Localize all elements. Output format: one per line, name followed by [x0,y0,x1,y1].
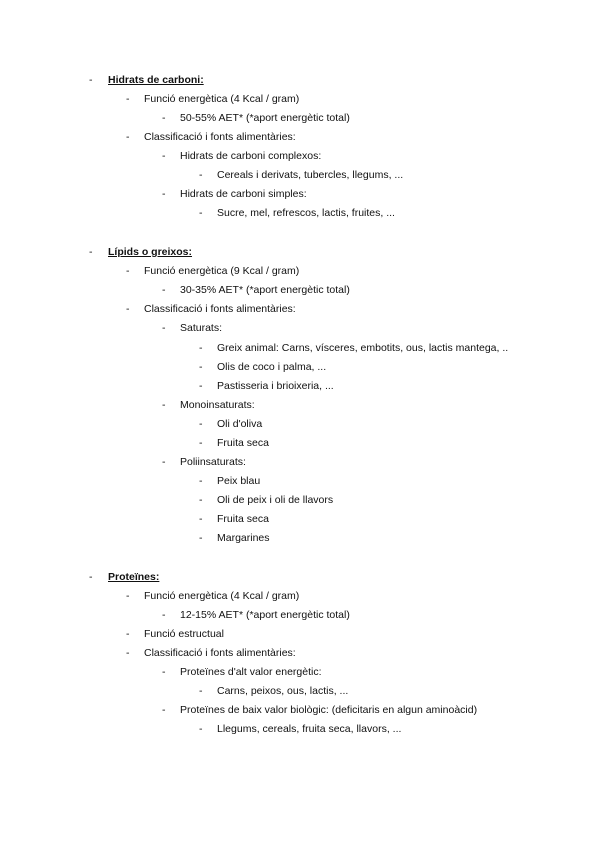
list-item: Monoinsaturats: [180,399,255,411]
bullet: - [126,93,130,105]
list-item: 12-15% AET* (*aport energètic total) [180,609,350,621]
bullet: - [162,188,166,200]
list-item: Poliinsaturats: [180,456,246,468]
bullet: - [199,685,203,697]
list-item: Llegums, cereals, fruita seca, llavors, ... [217,723,402,735]
bullet: - [89,571,93,583]
bullet: - [199,475,203,487]
bullet: - [126,265,130,277]
bullet: - [162,322,166,334]
list-item: 30-35% AET* (*aport energètic total) [180,284,350,296]
bullet: - [162,666,166,678]
bullet: - [89,246,93,258]
list-item: 50-55% AET* (*aport energètic total) [180,112,350,124]
list-item: Classificació i fonts alimentàries: [144,131,296,143]
list-item: Funció energètica (4 Kcal / gram) [144,590,300,602]
list-item: Peix blau [217,475,261,487]
bullet: - [89,74,93,86]
bullet: - [199,380,203,392]
bullet: - [199,207,203,219]
bullet: - [199,513,203,525]
list-item: Pastisseria i brioixeria, ... [217,380,334,392]
bullet: - [162,112,166,124]
bullet: - [162,150,166,162]
list-item: Greix animal: Carns, vísceres, embotits, ous, lactis mantega, .. [217,342,509,354]
bullet: - [126,131,130,143]
bullet: - [162,284,166,296]
bullet: - [199,437,203,449]
list-item: Funció estructual [144,628,224,640]
list-item: Classificació i fonts alimentàries: [144,303,296,315]
list-item: Proteïnes de baix valor biològic: (deficitaris en algun aminoàcid) [180,704,478,716]
section-heading-proteins: Proteïnes: [108,571,160,583]
bullet: - [199,494,203,506]
list-item: Cereals i derivats, tubercles, llegums, ... [217,169,404,181]
bullet: - [199,342,203,354]
list-item: Margarines [217,532,270,544]
list-item: Sucre, mel, refrescos, lactis, fruites, ... [217,207,395,219]
list-item: Fruita seca [217,513,269,525]
list-item: Oli de peix i oli de llavors [217,494,334,506]
bullet: - [162,456,166,468]
list-item: Carns, peixos, ous, lactis, ... [217,685,349,697]
bullet: - [199,532,203,544]
list-item: Saturats: [180,322,223,334]
bullet: - [199,361,203,373]
bullet: - [126,647,130,659]
list-item: Oli d'oliva [217,418,263,430]
list-item: Hidrats de carboni complexos: [180,150,322,162]
bullet: - [126,628,130,640]
list-item: Olis de coco i palma, ... [217,361,327,373]
list-item: Funció energètica (4 Kcal / gram) [144,93,300,105]
bullet: - [199,169,203,181]
bullet: - [126,590,130,602]
bullet: - [162,704,166,716]
bullet: - [126,303,130,315]
bullet: - [199,723,203,735]
list-item: Classificació i fonts alimentàries: [144,647,296,659]
list-item: Hidrats de carboni simples: [180,188,307,200]
list-item: Proteïnes d'alt valor energètic: [180,666,322,678]
bullet: - [162,609,166,621]
list-item: Fruita seca [217,437,269,449]
list-item: Funció energètica (9 Kcal / gram) [144,265,300,277]
bullet: - [162,399,166,411]
section-heading-lipids: Lípids o greixos: [108,246,193,258]
section-heading-carbohydrates: Hidrats de carboni: [108,74,204,86]
bullet: - [199,418,203,430]
